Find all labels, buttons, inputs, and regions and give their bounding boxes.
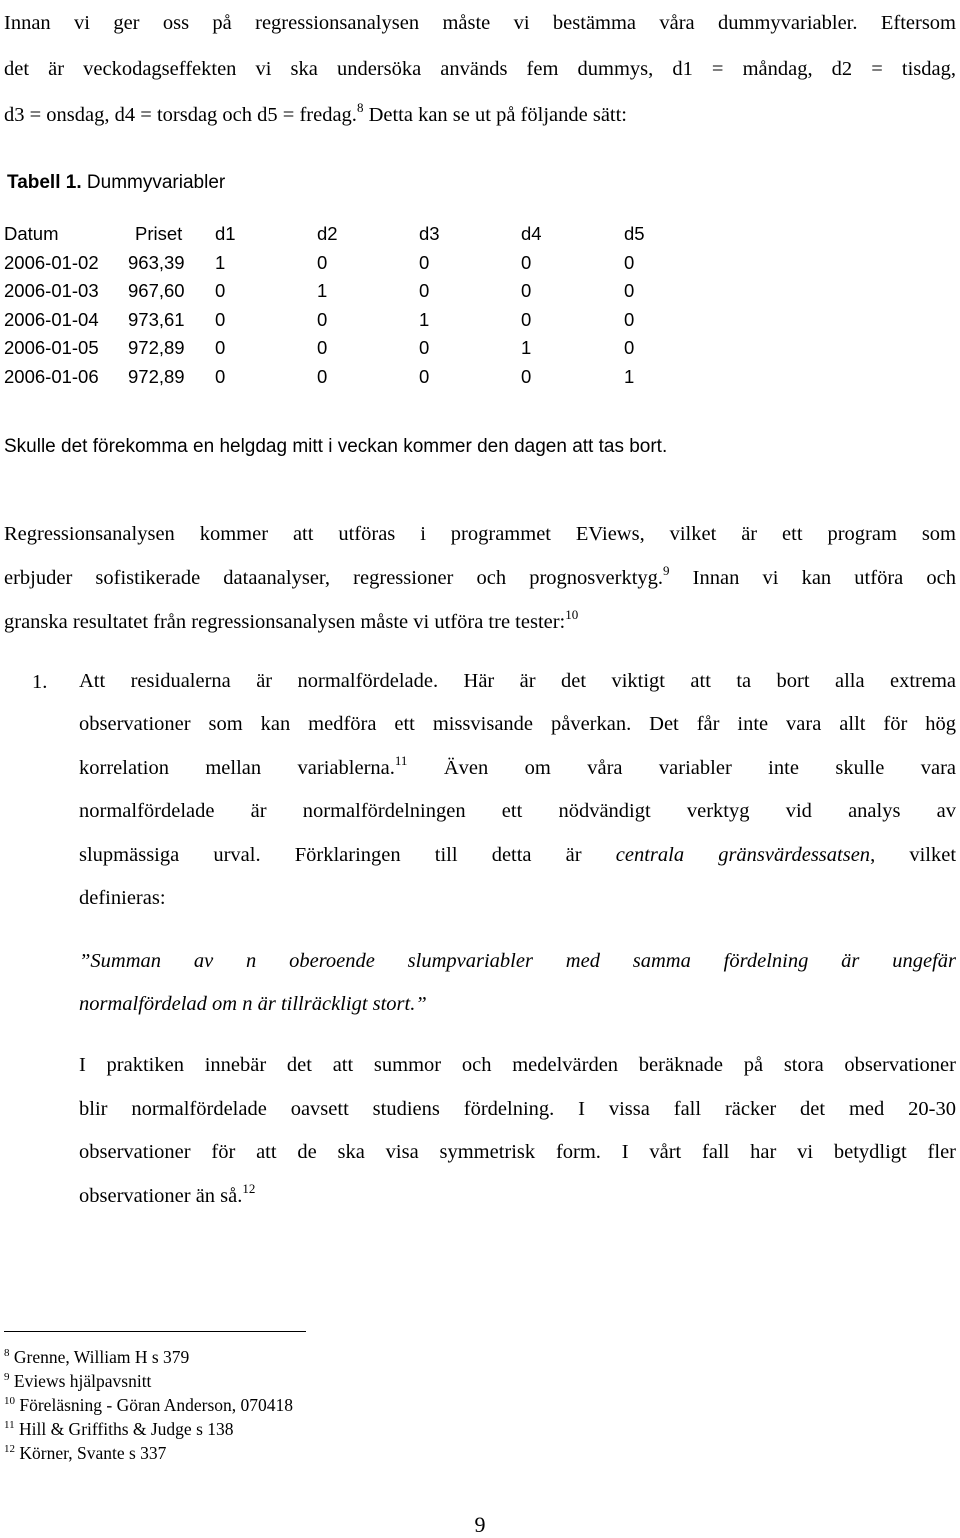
- table-caption: [7, 168, 959, 198]
- footnote-text: Föreläsning - Göran Anderson, 070418: [15, 1395, 294, 1415]
- table-cell: 2006-01-06: [4, 365, 99, 387]
- intro-line: det är veckodagseffekten vi ska undersöka används fem dummys, d1 = måndag, d2 = tisdag,: [4, 58, 956, 80]
- footnote: [4, 1369, 293, 1393]
- list-item-line: observationer som kan medföra ett missvisande påverkan. Det får inte vara allt för hög: [79, 713, 956, 736]
- footnote-text: Eviews hjälpavsnitt: [9, 1371, 152, 1391]
- paragraph-line: [79, 1175, 956, 1219]
- table-cell: 1: [624, 365, 635, 387]
- table-header-cell: Datum: [4, 223, 59, 244]
- list-item-line: [79, 834, 956, 877]
- intro-text: Detta kan se ut på följande sätt:: [363, 104, 628, 126]
- paragraph-line: I praktiken innebär det att summor och medelvärden beräknade på stora observationer: [79, 1054, 956, 1076]
- practice-paragraph: [79, 1044, 956, 1218]
- footnote-text: Hill & Griffiths & Judge s 138: [14, 1419, 234, 1439]
- intro-paragraph: [4, 0, 956, 138]
- footnote-number: 10: [4, 1395, 15, 1407]
- table-cell: 0: [317, 337, 328, 359]
- footnote: [4, 1393, 293, 1417]
- paragraph-line: blir normalfördelade oavsett studiens fördelning. I vissa fall räcker det med 20-30: [79, 1097, 956, 1120]
- dummy-variable-table: [4, 220, 645, 392]
- list-item-line: Att residualerna är normalfördelade. Här är det viktigt att ta bort alla extrema: [79, 670, 956, 692]
- table-cell: 1: [419, 308, 430, 330]
- footnotes: [4, 1345, 293, 1465]
- table-cell: 0: [419, 280, 430, 302]
- table-cell: 1: [215, 251, 226, 273]
- footnote: [4, 1441, 293, 1465]
- paragraph-line: [4, 556, 956, 600]
- table-cell: 0: [317, 365, 328, 387]
- intro-line: [4, 92, 956, 138]
- table-cell: 0: [215, 365, 226, 387]
- list-item: [79, 660, 956, 920]
- footnote-ref[interactable]: 9: [663, 563, 670, 578]
- table-cell: 972,89: [128, 365, 185, 387]
- table-cell: 0: [624, 337, 635, 359]
- footnote: [4, 1345, 293, 1369]
- list-item-text: , vilket: [870, 843, 956, 866]
- footnote-ref[interactable]: 12: [242, 1180, 256, 1196]
- table-header-cell: Priset: [135, 223, 183, 244]
- paragraph-line: [4, 600, 956, 644]
- paragraph-text: erbjuder sofistikerade dataanalyser, regressioner och prognosverktyg.: [4, 567, 664, 589]
- table-cell: 0: [624, 308, 635, 330]
- list-item-line: [79, 747, 956, 790]
- intro-text: d3 = onsdag, d4 = torsdag och d5 = fredag.: [4, 104, 357, 126]
- paragraph-text: Innan vi kan utföra och: [669, 567, 956, 589]
- table-cell: 2006-01-03: [4, 280, 99, 302]
- footnote: [4, 1417, 293, 1441]
- table-header-cell: d2: [317, 223, 338, 244]
- paragraph-line: Regressionsanalysen kommer att utföras i programmet EViews, vilket är ett program som: [4, 523, 956, 545]
- footnote-ref[interactable]: 8: [356, 100, 364, 115]
- paragraph-text: observationer än så.: [79, 1184, 243, 1207]
- footnote-ref[interactable]: 11: [394, 752, 408, 768]
- table-header-cell: d5: [624, 223, 645, 244]
- table-header-cell: d3: [419, 223, 440, 244]
- table-cell: 972,89: [128, 337, 185, 359]
- table-row: [4, 306, 645, 335]
- table-caption-label: Tabell 1.: [7, 172, 82, 193]
- table-cell: 0: [521, 251, 532, 273]
- table-cell: 963,39: [128, 251, 185, 273]
- footnote-ref[interactable]: 10: [565, 607, 579, 622]
- table-cell: 967,60: [128, 280, 185, 302]
- footnote-number: 11: [4, 1419, 15, 1431]
- table-cell: 0: [521, 365, 532, 387]
- table-cell: 0: [215, 337, 226, 359]
- table-header-row: [4, 220, 645, 249]
- table-cell: 0: [419, 365, 430, 387]
- table-cell: 0: [521, 308, 532, 330]
- list-item-line: definieras:: [79, 886, 166, 909]
- table-cell: 1: [317, 280, 328, 302]
- list-item-emphasis: centrala gränsvärdessatsen: [615, 843, 871, 866]
- quote-line: ”Summan av n oberoende slumpvariabler med samma fördelning är ungefär: [79, 950, 956, 972]
- table-cell: 2006-01-04: [4, 308, 99, 330]
- table-row: [4, 249, 645, 278]
- paragraph-line: observationer för att de ska visa symmetrisk form. I vårt fall har vi betydligt fler: [79, 1141, 956, 1163]
- list-item-line: normalfördelade är normalfördelningen ett nödvändigt verktyg vid analys av: [79, 800, 956, 823]
- table-row: [4, 277, 645, 306]
- table-note: Skulle det förekomma en helgdag mitt i veckan kommer den dagen att tas bort.: [4, 436, 668, 457]
- page-number: 9: [474, 1512, 486, 1537]
- table-cell: 2006-01-02: [4, 251, 99, 273]
- footnote-separator: [4, 1331, 306, 1332]
- definition-quote: [79, 940, 956, 1026]
- table-cell: 0: [317, 251, 328, 273]
- intro-line: Innan vi ger oss på regressionsanalysen måste vi bestämma våra dummyvariabler. Eftersom: [4, 12, 956, 34]
- quote-line: normalfördelad om n är tillräckligt stort.”: [79, 993, 427, 1015]
- table-cell: 0: [317, 308, 328, 330]
- footnote-text: Körner, Svante s 337: [15, 1443, 167, 1463]
- table-header-cell: d1: [215, 223, 236, 244]
- footnote-number: 12: [4, 1443, 15, 1455]
- table-caption-title: Dummyvariabler: [81, 172, 226, 193]
- list-item-text: korrelation mellan variablerna.: [79, 756, 395, 779]
- table-row: [4, 334, 645, 363]
- list-item-text: Även om våra variabler inte skulle vara: [407, 756, 956, 779]
- list-item-number: 1.: [32, 671, 48, 693]
- table-cell: 0: [419, 251, 430, 273]
- table-row: [4, 363, 645, 392]
- table-cell: 2006-01-05: [4, 337, 99, 359]
- table-header-cell: d4: [521, 223, 542, 244]
- footnote-text: Grenne, William H s 379: [9, 1347, 190, 1367]
- table-cell: 0: [521, 280, 532, 302]
- table-cell: 0: [624, 280, 635, 302]
- table-cell: 0: [419, 337, 430, 359]
- footnote-number: 8: [4, 1347, 10, 1359]
- footnote-number: 9: [4, 1371, 10, 1383]
- table-cell: 0: [215, 308, 226, 330]
- table-cell: 1: [521, 337, 532, 359]
- regression-paragraph: [4, 512, 956, 644]
- paragraph-text: granska resultatet från regressionsanalysen måste vi utföra tre tester:: [4, 611, 566, 633]
- table-cell: 973,61: [128, 308, 185, 330]
- table-cell: 0: [215, 280, 226, 302]
- table-cell: 0: [624, 251, 635, 273]
- list-item-text: slupmässiga urval. Förklaringen till detta är: [79, 843, 616, 866]
